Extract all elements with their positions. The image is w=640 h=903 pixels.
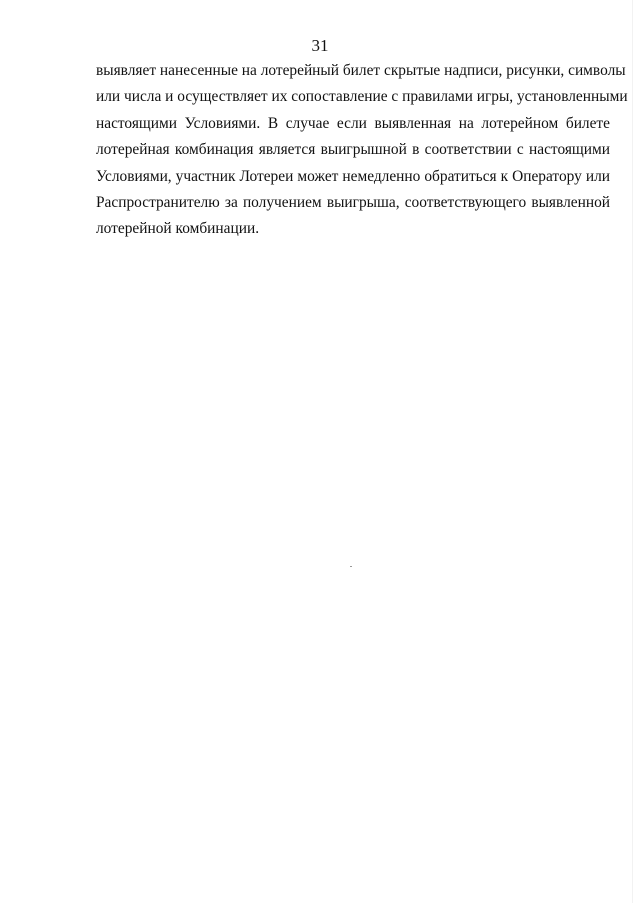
paragraph-line: лотерейная комбинация является выигрышной в соответствии с настоящими [96, 141, 610, 159]
page-number: 31 [311, 36, 329, 55]
paragraph-line: настоящими Условиями. В случае если выявленная на лотерейном билете [96, 114, 610, 132]
body-paragraph [96, 58, 628, 243]
paragraph-line: или числа и осуществляет их сопоставление с правилами игры, установленными [96, 88, 628, 106]
scan-speck [350, 566, 352, 567]
paragraph-line: лотерейной комбинации. [96, 220, 260, 238]
paragraph-line: выявляет нанесенные на лотерейный билет скрытые надписи, рисунки, символы [96, 62, 626, 79]
paragraph-line: Распространителю за получением выигрыша, соответствующего выявленной [96, 193, 610, 211]
paragraph-line: Условиями, участник Лотереи может немедленно обратиться к Оператору или [96, 167, 610, 185]
scan-edge [632, 0, 633, 903]
